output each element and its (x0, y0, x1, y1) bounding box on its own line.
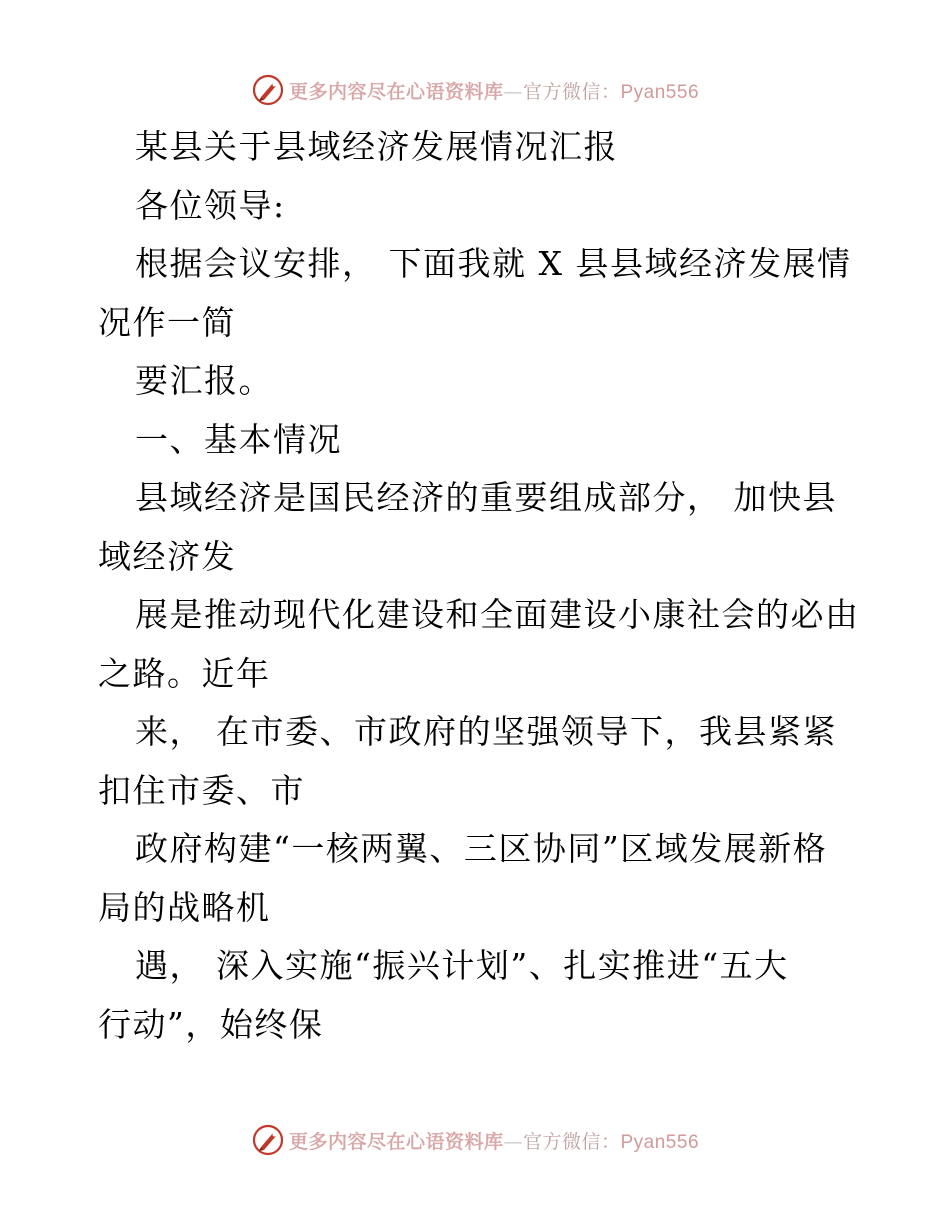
text-line: 扣住市委、市 (98, 770, 305, 810)
text-line: 各位领导: (135, 185, 286, 225)
watermark-separator: — (503, 80, 523, 103)
watermark-site-text: 更多内容尽在心语资料库 (288, 80, 504, 103)
document-body (98, 118, 858, 1054)
watermark-wechat-id: Pyan556 (620, 1131, 700, 1153)
text-line: 况作一简 (98, 302, 236, 342)
watermark-wechat-label: 官方微信： (522, 80, 621, 103)
text-line: 根据会议安排， 下面我就 X 县县域经济发展情 (135, 244, 852, 283)
watermark-site-text: 更多内容尽在心语资料库 (288, 1130, 504, 1153)
watermark-text (289, 77, 699, 104)
watermark-banner-bottom (0, 1120, 950, 1160)
text-line: 行动”，始终保 (98, 1004, 324, 1044)
text-line: 局的战略机 (98, 887, 271, 927)
text-line: 遇， 深入实施“振兴计划”、扎实推进“五大 (135, 946, 789, 985)
watermark-text (289, 1127, 699, 1154)
pen-logo-icon (251, 73, 285, 107)
text-line: 之路。近年 (98, 653, 271, 693)
text-line: 政府构建“一核两翼、三区协同”区域发展新格 (135, 829, 828, 868)
watermark-wechat-id: Pyan556 (620, 81, 700, 103)
text-line: 来， 在市委、市政府的坚强领导下，我县紧紧 (135, 712, 837, 751)
watermark-banner-top (0, 70, 950, 110)
watermark-wechat-label: 官方微信： (522, 1130, 621, 1153)
text-line: 要汇报。 (135, 361, 273, 400)
text-line: 某县关于县域经济发展情况汇报 (135, 127, 618, 166)
text-line: 域经济发 (98, 536, 236, 576)
text-line: 展是推动现代化建设和全面建设小康社会的必由 (135, 595, 860, 634)
text-line: 一、基本情况 (135, 419, 342, 459)
watermark-separator: — (503, 1130, 523, 1153)
text-line: 县域经济是国民经济的重要组成部分， 加快县 (135, 478, 837, 517)
pen-logo-icon (251, 1123, 285, 1157)
